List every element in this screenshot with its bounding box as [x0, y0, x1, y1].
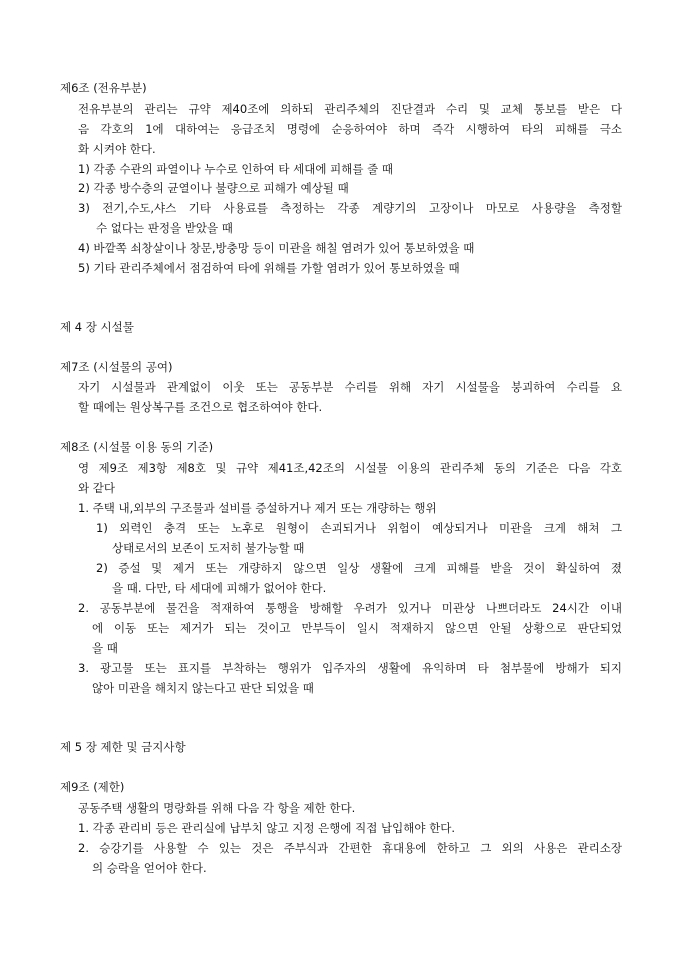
list-item: 5) 기타 관리주체에서 점검하여 타에 위해를 가할 염려가 있어 통보하였을 때 [78, 261, 460, 275]
sub-list-item: 2) 증설 및 제거 또는 개량하지 않으면 일상 생활에 크게 피해를 받을 것이 확실하여 졌 [96, 561, 622, 575]
article-7-heading: 제7조 (시설물의 공여) [60, 360, 173, 374]
list-item: 1. 각종 관리비 등은 관리실에 납부치 않고 지정 은행에 직접 납입해야 한다. [78, 821, 455, 835]
list-item: 1) 각종 수관의 파열이나 누수로 인하여 타 세대에 피해를 줄 때 [78, 162, 393, 176]
list-item: 2. 공동부분에 물건을 적재하여 통행을 방해할 우려가 있거나 미관상 나쁘더라도 24시간 이내 [78, 601, 622, 615]
list-item: 3) 전기,수도,샤스 기타 사용료를 측정하는 각종 계량기의 고장이나 마모로 사용량을 측정할 [78, 201, 622, 215]
article-6-text-line: 화 시켜야 한다. [78, 142, 156, 156]
list-item-continuation: 에 이동 또는 제거가 되는 것이고 만부득이 일시 적재하지 않으면 안될 상황으로 판단되었 [92, 621, 622, 635]
chapter-4-heading: 제 4 장 시설물 [60, 320, 134, 334]
list-item-continuation: 수 없다는 판정을 받았을 때 [96, 221, 233, 235]
article-6-text-line: 전유부분의 관리는 규약 제40조에 의하되 관리주체의 진단결과 수리 및 교체 통보를 받은 다 [78, 102, 622, 116]
article-8-text-line: 영 제9조 제3항 제8호 및 규약 제41조,42조의 시설물 이용의 관리주체 동의 기준은 다음 각호 [78, 461, 622, 475]
sub-list-item: 1) 외력인 충격 또는 노후로 원형이 손괴되거나 위험이 예상되거나 미관을 크게 해쳐 그 [96, 521, 622, 535]
list-item: 4) 바깥쪽 쇠창살이나 창문,방충망 등이 미관을 해칠 염려가 있어 통보하였을 때 [78, 241, 475, 255]
list-item: 2. 승강기를 사용할 수 있는 것은 주부식과 간편한 휴대용에 한하고 그 외의 사용은 관리소장 [78, 841, 622, 855]
sub-list-item-continuation: 상태로서의 보존이 도저히 불가능할 때 [112, 541, 305, 555]
list-item-continuation: 의 승락을 얻어야 한다. [92, 861, 207, 875]
article-8-text-line: 와 같다 [78, 481, 115, 495]
list-item: 1. 주택 내,외부의 구조물과 설비를 증설하거나 제거 또는 개량하는 행위 [78, 501, 437, 515]
article-7-text-line: 할 때에는 원상복구를 조건으로 협조하여야 한다. [78, 400, 323, 414]
article-6-heading: 제6조 (전유부분) [60, 81, 147, 95]
article-6-text-line: 음 각호의 1에 대하여는 응급조치 명령에 순응하여야 하며 즉각 시행하여 타의 피해를 극소 [78, 122, 622, 136]
article-9-heading: 제9조 (제한) [60, 780, 125, 794]
chapter-5-heading: 제 5 장 제한 및 금지사항 [60, 740, 186, 754]
list-item: 2) 각종 방수층의 균열이나 불량으로 피해가 예상될 때 [78, 181, 349, 195]
list-item-continuation: 않아 미관을 해치지 않는다고 판단 되었을 때 [92, 681, 314, 695]
article-8-heading: 제8조 (시설물 이용 동의 기준) [60, 440, 214, 454]
list-item-continuation: 을 때 [92, 641, 118, 655]
article-7-text-line: 자기 시설물과 관계없이 이웃 또는 공동부분 수리를 위해 자기 시설물을 붕괴하여 수리를 요 [78, 380, 622, 394]
article-9-text-line: 공동주택 생활의 명랑화를 위해 다음 각 항을 제한 한다. [78, 801, 356, 815]
list-item: 3. 광고물 또는 표지를 부착하는 행위가 입주자의 생활에 유익하며 타 첨부물에 방해가 되지 [78, 661, 622, 675]
sub-list-item-continuation: 을 때. 다만, 타 세대에 피해가 없어야 한다. [112, 581, 327, 595]
